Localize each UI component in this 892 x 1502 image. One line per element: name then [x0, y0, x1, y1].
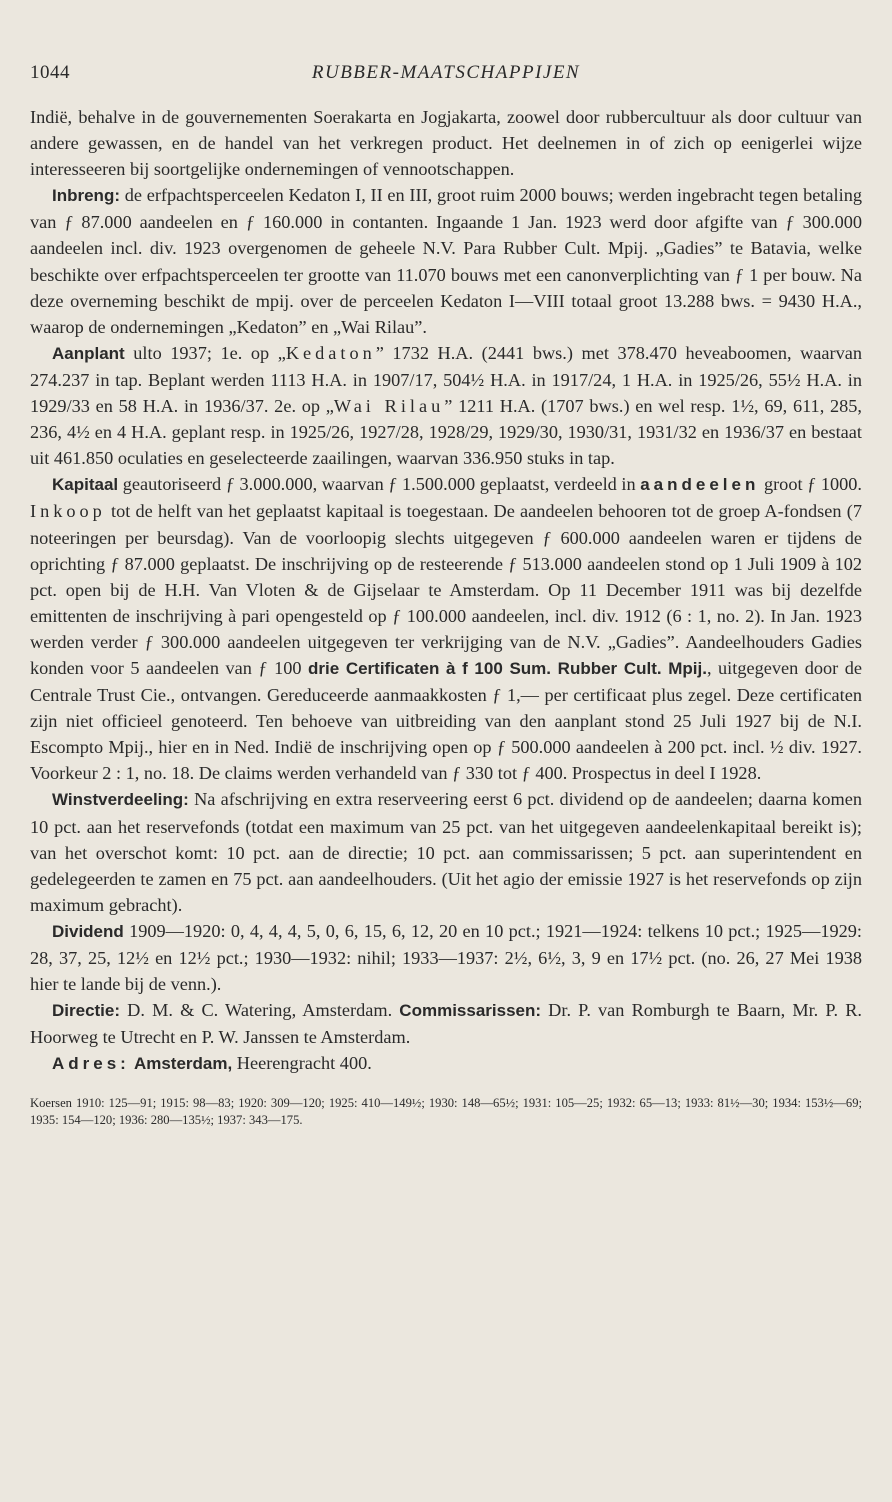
dividend-label: Dividend: [52, 921, 124, 941]
doel-paragraph: Indië, behalve in de gouvernementen Soerakarta en Jogjakarta, zoowel door rubbercultuur als door cultuur van andere gewassen, en de handel van het verkregen product. Het deelnemen in of zich op eenigerlei wijze interesseeren bij soortgelijke ondernemingen of vennootschappen.: [30, 107, 862, 180]
directie-label: Directie:: [52, 1001, 121, 1021]
aanplant-text-2: ” 1732 H.A. (2441 bws.) met 378.470 heveaboomen, waarvan 274.237 in tap. Beplant werden 1113 H.A. in 1907/17, 504½ H.A. in 1917/24, 1 H.A. in 1925/26, 55½ H.A. in 1929/33 en 58 H.A. in 1936/37. 2e. op „: [30, 342, 862, 417]
inbreng-label: Inbreng:: [52, 186, 120, 206]
kapitaal-text-2: groot ƒ 1000.: [759, 474, 862, 495]
page-header: [30, 62, 862, 92]
kapitaal-paragraph: [30, 471, 862, 786]
kapitaal-inkoop: Inkoop: [30, 501, 106, 522]
kapitaal-text-3: tot de helft van het geplaatst kapitaal is toegestaan. De aandeelen behooren tot de groep A-fondsen (7 noteeringen per beursdag). Van de voorloopig slechts uitgegeven ƒ 600.000 aandeelen waren er tijdens de oprichting ƒ 87.000 geplaatst. De inschrijving op de resteerende ƒ 513.000 aandeelen stond op 1 Juli 1909 à 102 pct. open bij de H.H. Van Vloten & de Gijselaar te Amsterdam. Op 11 December 1911 was bij dezelfde emittenten de inschrijving à pari opengesteld op ƒ 100.000 aandeelen, incl. div. 1912 (6 : 1, no. 2). In Jan. 1923 werden verder ƒ 300.000 aandeelen uitgegeven ter verkrijging van de N.V. „Gadies”. Aandeelhouders Gadies konden voor 5 aandeelen van ƒ 100: [30, 501, 862, 678]
page-number: 1044: [30, 62, 70, 83]
directie-text: D. M. & C. Watering, Amsterdam.: [120, 1000, 400, 1021]
dividend-paragraph: [30, 918, 862, 997]
adres-label: Adres:: [52, 1054, 130, 1074]
winstverdeeling-text: Na afschrijving en extra reserveering eerst 6 pct. dividend op de aandeelen; daarna komen 10 pct. aan het reservefonds (totdat een maximum van 25 pct. van het uitgegeven aandeelenkapitaal bereikt is); van het overschot komt: 10 pct. aan de directie; 10 pct. aan commissarissen; 5 pct. aan superintendent en gedelegeerden te zamen en 75 pct. aan aandeelhouders. (Uit het agio der emissie 1927 is het reservefonds op zijn maximum gebracht).: [30, 789, 862, 915]
aanplant-text-3: ” 1211 H.A. (1707 bws.) en wel resp. 1½, 69, 611, 285, 236, 4½ en 4 H.A. geplant resp. in 1925/26, 1927/28, 1928/29, 1929/30, 1930/31, 1931/32 en 1936/37 en bestaat uit 461.850 oculaties en geselecteerde zaailingen, waarvan 336.950 stuks in tap.: [30, 396, 863, 469]
commissarissen-label: Commissarissen:: [399, 1001, 542, 1021]
kapitaal-text-4: , uitgegeven door de Centrale Trust Cie., ontvangen. Gereduceerde aanmaakkosten ƒ 1,— per certificaat plus zegel. Deze certificaten zijn niet officieel genoteerd. Ten behoeve van uitbreiding van den aanplant stond 25 Juli 1927 bij de N.I. Escompto Mpij., hier en in Ned. Indië de inschrijving open op ƒ 500.000 aandeelen à 200 pct. incl. ½ div. 1927. Voorkeur 2 : 1, no. 18. De claims werden verhandeld van ƒ 330 tot ƒ 400. Prospectus in deel I 1928.: [30, 657, 862, 784]
directie-paragraph: [30, 997, 862, 1050]
commissarissen-text: Dr. P. van Romburgh te Baarn, Mr. P. R. Hoorweg te Utrecht en P. W. Janssen te Amsterdam.: [30, 1000, 862, 1048]
running-title: RUBBER-MAATSCHAPPIJEN: [311, 62, 581, 83]
koersen-footnote: Koersen 1910: 125—91; 1915: 98—83; 1920: 309—120; 1925: 410—149½; 1930: 148—65½; 1931: 105—25; 1932: 65—13; 1933: 81½—30; 1934: 153½—69; 1935: 154—120; 1936: 280—135½; 1937: 343—175.: [30, 1096, 862, 1128]
aanplant-wai-rilau: Wai Rilau: [333, 396, 445, 417]
aanplant-label: Aanplant: [52, 343, 125, 363]
aanplant-paragraph: [30, 340, 862, 471]
adres-street: Heerengracht 400.: [232, 1053, 372, 1074]
adres-city: Amsterdam,: [129, 1054, 233, 1074]
aanplant-kedaton: Kedaton: [285, 342, 376, 363]
dividend-text: 1909—1920: 0, 4, 4, 4, 5, 0, 6, 15, 6, 12, 20 en 10 pct.; 1921—1924: telkens 10 pct.; 1925—1929: 28, 37, 25, 12½ en 12½ pct.; 1930—1932: nihil; 1933—1937: 2½, 6½, 3, 9 en 17½ pct. (no. 26, 27 Mei 1938 hier te lande bij de venn.).: [30, 920, 862, 995]
article-body: [30, 104, 862, 1077]
adres-paragraph: [30, 1050, 862, 1077]
winstverdeeling-label: Winstverdeeling:: [52, 790, 189, 810]
aanplant-text-1: ulto 1937; 1e. op „: [124, 342, 286, 363]
inbreng-text: de erfpachtsperceelen Kedaton I, II en III, groot ruim 2000 bouws; werden ingebracht tegen betaling van ƒ 87.000 aandeelen en ƒ 160.000 in contanten. Ingaande 1 Jan. 1923 werd door afgifte van ƒ 300.000 aandeelen incl. div. 1923 overgenomen de geheele N.V. Para Rubber Cult. Mpij. „Gadies” te Batavia, welke beschikte over erfpachtsperceelen ter grootte van 11.070 bouws met een canonverplichting van ƒ 1 per bouw. Na deze overneming beschikt de mpij. over de perceelen Kedaton I—VIII totaal groot 13.288 bws. = 9430 H.A., waarop de ondernemingen „Kedaton” en „Wai Rilau”.: [30, 185, 862, 337]
winstverdeeling-paragraph: [30, 786, 862, 917]
inbreng-paragraph: [30, 182, 862, 340]
kapitaal-aandeelen: aandeelen: [640, 475, 760, 495]
kapitaal-label: Kapitaal: [52, 475, 119, 495]
kapitaal-text-1: geautoriseerd ƒ 3.000.000, waarvan ƒ 1.500.000 geplaatst, verdeeld in: [118, 474, 641, 495]
kapitaal-certificaten: drie Certificaten à f 100 Sum. Rubber Cult. Mpij.: [308, 658, 707, 678]
